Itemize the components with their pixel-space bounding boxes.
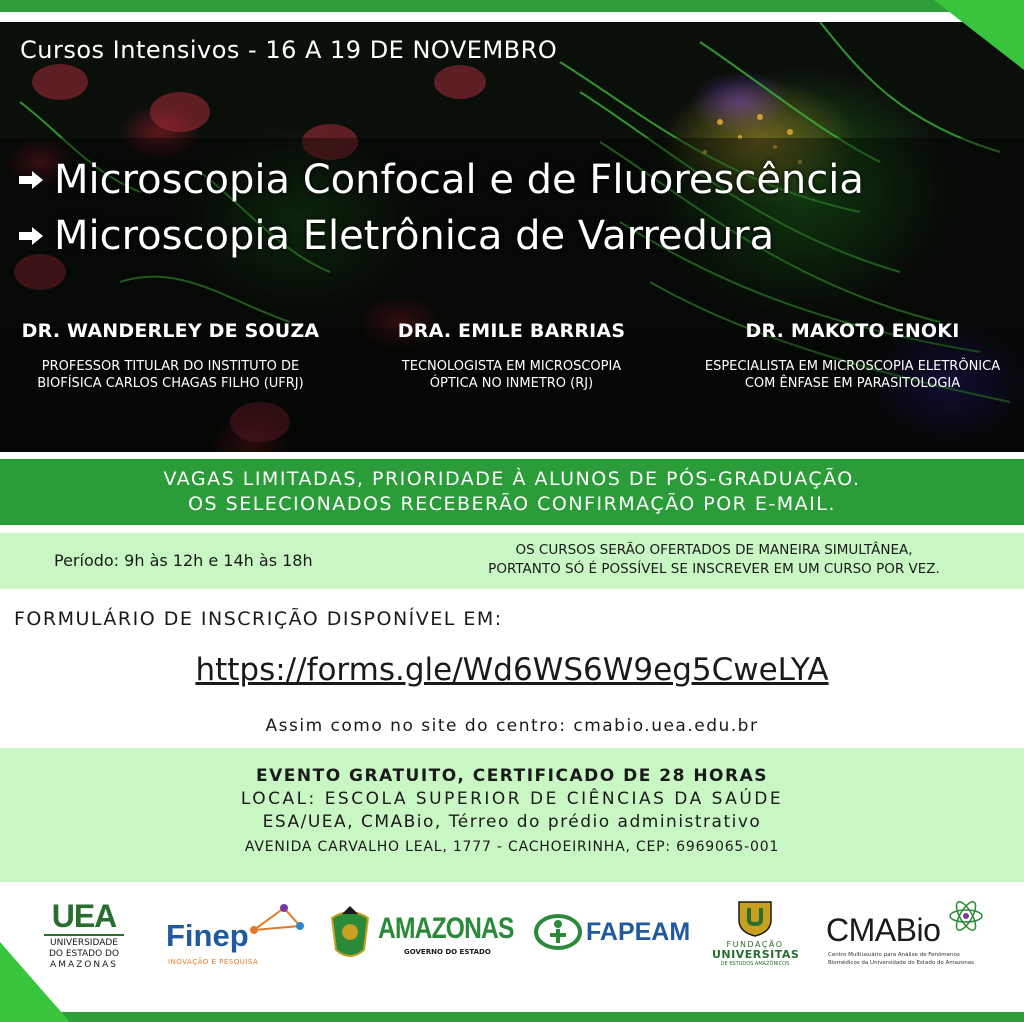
cmabio-atom-icon bbox=[946, 896, 986, 936]
speaker-name: DR. MAKOTO ENOKI bbox=[745, 320, 960, 342]
speaker-role bbox=[682, 358, 1023, 392]
event-line: ESA/UEA, CMABio, Térreo do prédio administrativo bbox=[262, 812, 762, 832]
universitas-logo-line: DE ESTUDOS AMAZÔNICOS bbox=[720, 961, 790, 967]
speaker-role-line: ESPECIALISTA EM MICROSCOPIA ELETRÔNICA bbox=[704, 359, 1001, 374]
course-title: Microscopia Confocal e de Fluorescência bbox=[54, 157, 864, 203]
universitas-logo-line: FUNDAÇÃO bbox=[726, 940, 784, 949]
site-text: Assim como no site do centro: cmabio.uea.edu.br bbox=[265, 716, 759, 736]
amazonas-logo-tagline: GOVERNO DO ESTADO bbox=[404, 948, 491, 956]
notice-line: OS SELECIONADOS RECEBERÃO CONFIRMAÇÃO POR E-MAIL. bbox=[188, 493, 836, 515]
simultaneous-note-line: PORTANTO SÓ É POSSÍVEL SE INSCREVER EM UM CURSO POR VEZ. bbox=[488, 561, 940, 577]
speaker-role-line: TECNOLOGISTA EM MICROSCOPIA bbox=[401, 359, 622, 374]
uea-logo-line: UNIVERSIDADE bbox=[44, 934, 124, 949]
notice-line: VAGAS LIMITADAS, PRIORIDADE À ALUNOS DE PÓS-GRADUAÇÃO. bbox=[163, 468, 861, 490]
speaker-role-line: BIOFÍSICA CARLOS CHAGAS FILHO (UFRJ) bbox=[37, 376, 304, 391]
fundacao-universitas-logo bbox=[712, 898, 798, 967]
speaker-card bbox=[0, 320, 341, 392]
course-item bbox=[18, 152, 864, 208]
universitas-shield-icon bbox=[735, 898, 775, 938]
cmabio-logo-line: Centro Multiusuário para Análise de Fenômenos bbox=[828, 952, 960, 958]
form-link[interactable]: https://forms.gle/Wd6WS6W9eg5CweLYA bbox=[195, 652, 829, 688]
event-line: LOCAL: ESCOLA SUPERIOR DE CIÊNCIAS DA SAÚDE bbox=[240, 789, 784, 809]
event-line: EVENTO GRATUITO, CERTIFICADO DE 28 HORAS bbox=[255, 766, 768, 786]
finep-logo-tagline: INOVAÇÃO E PESQUISA bbox=[168, 958, 259, 966]
finep-logo-name: Finep bbox=[166, 918, 249, 953]
fapeam-logo bbox=[534, 914, 694, 954]
finep-logo bbox=[166, 908, 306, 978]
uea-logo-line: DO ESTADO DO bbox=[48, 949, 120, 959]
bottom-stripe bbox=[0, 1012, 1024, 1022]
sponsor-logos bbox=[0, 890, 1024, 990]
cmabio-logo-line: Biomédicos da Universidade do Estado do Amazonas bbox=[828, 960, 975, 966]
speaker-name: DRA. EMILE BARRIAS bbox=[397, 320, 626, 342]
corner-decoration-bottom-left bbox=[0, 942, 70, 1022]
speaker-role bbox=[0, 358, 341, 392]
notice-band bbox=[0, 459, 1024, 525]
period-text: Período: 9h às 12h e 14h às 18h bbox=[54, 551, 313, 570]
uea-logo-line: AMAZONAS bbox=[50, 960, 118, 970]
fapeam-logo-name: FAPEAM bbox=[586, 918, 691, 946]
course-title: Microscopia Eletrônica de Varredura bbox=[54, 213, 775, 259]
fapeam-icon bbox=[534, 914, 582, 950]
form-heading: FORMULÁRIO DE INSCRIÇÃO DISPONÍVEL EM: bbox=[14, 608, 503, 630]
cmabio-logo bbox=[826, 906, 992, 976]
universitas-logo-line: UNIVERSITAS bbox=[712, 948, 800, 961]
speaker-card bbox=[682, 320, 1023, 392]
speaker-list bbox=[0, 320, 1024, 392]
amazonas-logo bbox=[328, 904, 514, 974]
uea-logo-abbr: UEA bbox=[51, 898, 117, 934]
top-stripe bbox=[0, 0, 1024, 12]
speaker-role bbox=[341, 358, 682, 392]
speaker-role-line: COM ÊNFASE EM PARASITOLOGIA bbox=[744, 376, 961, 391]
amazonas-coat-of-arms-icon bbox=[328, 904, 372, 964]
course-dates: Cursos Intensivos - 16 A 19 DE NOVEMBRO bbox=[20, 36, 558, 64]
schedule-band bbox=[0, 533, 1024, 589]
top-stripe-gap bbox=[0, 12, 1024, 22]
simultaneous-note-line: OS CURSOS SERÃO OFERTADOS DE MANEIRA SIMULTÂNEA, bbox=[515, 542, 913, 558]
speaker-role-line: ÓPTICA NO INMETRO (RJ) bbox=[429, 376, 594, 391]
arrow-right-icon bbox=[18, 169, 44, 191]
simultaneous-note bbox=[414, 541, 1014, 579]
arrow-right-icon bbox=[18, 225, 44, 247]
cmabio-logo-name: CMABio bbox=[826, 912, 941, 948]
speaker-name: DR. WANDERLEY DE SOUZA bbox=[21, 320, 320, 342]
corner-decoration-top-right bbox=[934, 0, 1024, 70]
speaker-card bbox=[341, 320, 682, 392]
event-info-band bbox=[0, 748, 1024, 882]
amazonas-logo-name: AMAZONAS bbox=[378, 912, 514, 945]
course-item bbox=[18, 208, 864, 264]
speaker-role-line: PROFESSOR TITULAR DO INSTITUTO DE bbox=[41, 359, 300, 374]
course-list bbox=[18, 152, 864, 264]
event-address: AVENIDA CARVALHO LEAL, 1777 - CACHOEIRINHA, CEP: 6969065-001 bbox=[244, 839, 780, 855]
finep-network-icon bbox=[246, 902, 306, 942]
